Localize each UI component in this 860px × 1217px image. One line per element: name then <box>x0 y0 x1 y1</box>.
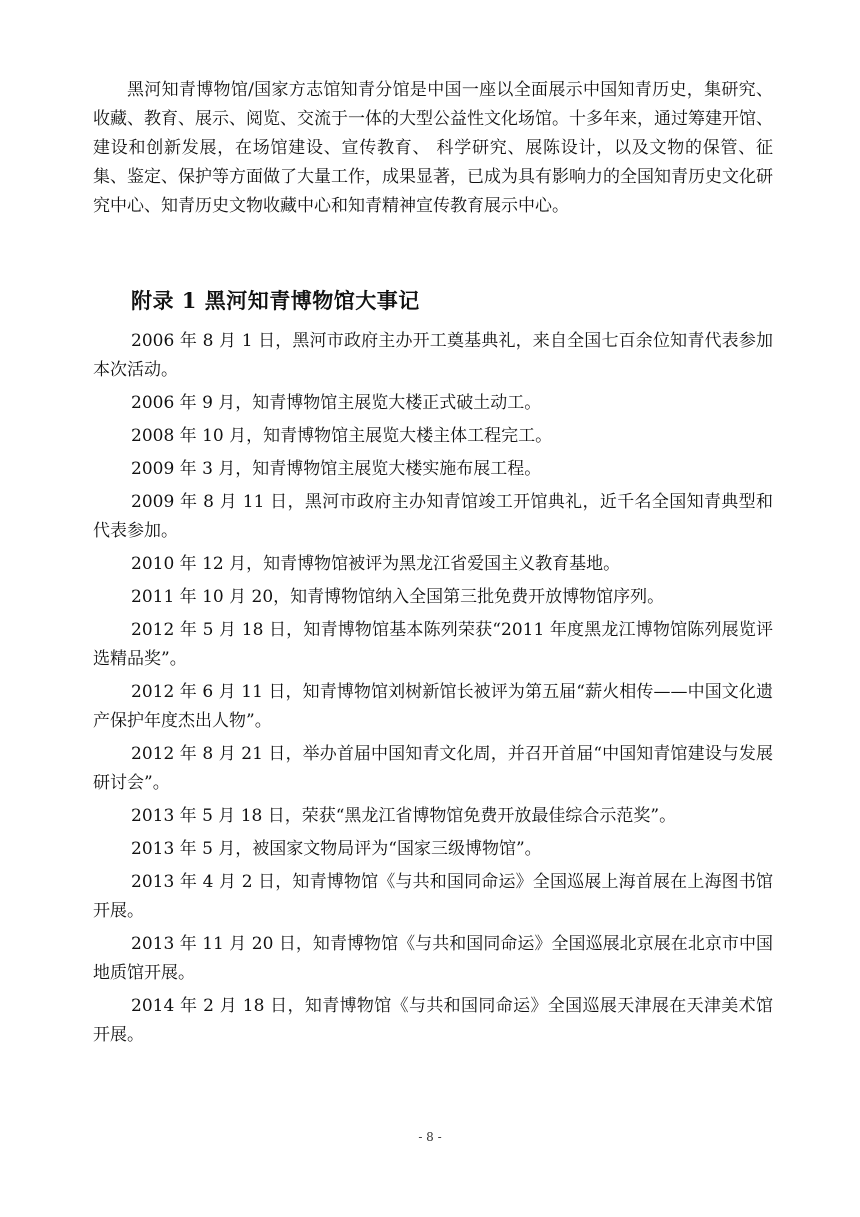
event-item: 2013 年 5 月 18 日，荣获“黑龙江省博物馆免费开放最佳综合示范奖”。 <box>131 806 677 826</box>
event-item: 2012 年 5 月 18 日，知青博物馆基本陈列荣获“2011 年度黑龙江博物馆陈列展览评选精品奖”。 <box>93 620 773 669</box>
event-item: 2006 年 9 月，知青博物馆主展览大楼正式破土动工。 <box>131 393 542 413</box>
event-item: 2012 年 6 月 11 日，知青博物馆刘树新馆长被评为第五届“薪火相传——中国文化遗产保护年度杰出人物”。 <box>93 682 773 731</box>
event-item: 2011 年 10 月 20，知青博物馆纳入全国第三批免费开放博物馆序列。 <box>131 587 665 607</box>
page-number: - 8 - <box>418 1130 442 1144</box>
event-list <box>93 327 773 1054</box>
event-item: 2009 年 8 月 11 日，黑河市政府主办知青馆竣工开馆典礼，近千名全国知青典型和代表参加。 <box>93 492 773 541</box>
event-item: 2008 年 10 月，知青博物馆主展览大楼主体工程完工。 <box>131 426 553 446</box>
appendix-heading: 附录 1 黑河知青博物馆大事记 <box>131 288 420 313</box>
event-item: 2013 年 5 月，被国家文物局评为“国家三级博物馆”。 <box>131 839 542 859</box>
event-item: 2013 年 4 月 2 日，知青博物馆《与共和国同命运》全国巡展上海首展在上海图书馆开展。 <box>93 872 773 921</box>
intro-paragraph: 黑河知青博物馆/国家方志馆知青分馆是中国一座以全面展示中国知青历史，集研究、收藏、教育、展示、阅览、交流于一体的大型公益性文化场馆。十多年来，通过筹建开馆、建设和创新发展，在场馆建设、宣传教育、 科学研究、展陈设计，以及文物的保管、征集、鉴定、保护等方面做了大量工作，成果显著，已成为具有影响力的全国知青历史文化研究中心、知青历史文物收藏中心和知青精神宣传教育展示中心。 <box>93 80 773 216</box>
event-item: 2013 年 11 月 20 日，知青博物馆《与共和国同命运》全国巡展北京展在北京市中国地质馆开展。 <box>93 934 773 983</box>
event-item: 2006 年 8 月 1 日，黑河市政府主办开工奠基典礼，来自全国七百余位知青代表参加本次活动。 <box>93 331 773 380</box>
event-item: 2014 年 2 月 18 日，知青博物馆《与共和国同命运》全国巡展天津展在天津美术馆开展。 <box>93 996 773 1045</box>
event-item: 2010 年 12 月，知青博物馆被评为黑龙江省爱国主义教育基地。 <box>131 554 621 574</box>
event-item: 2012 年 8 月 21 日，举办首届中国知青文化周，并召开首届“中国知青馆建设与发展研讨会”。 <box>93 744 773 793</box>
event-item: 2009 年 3 月，知青博物馆主展览大楼实施布展工程。 <box>131 459 542 479</box>
